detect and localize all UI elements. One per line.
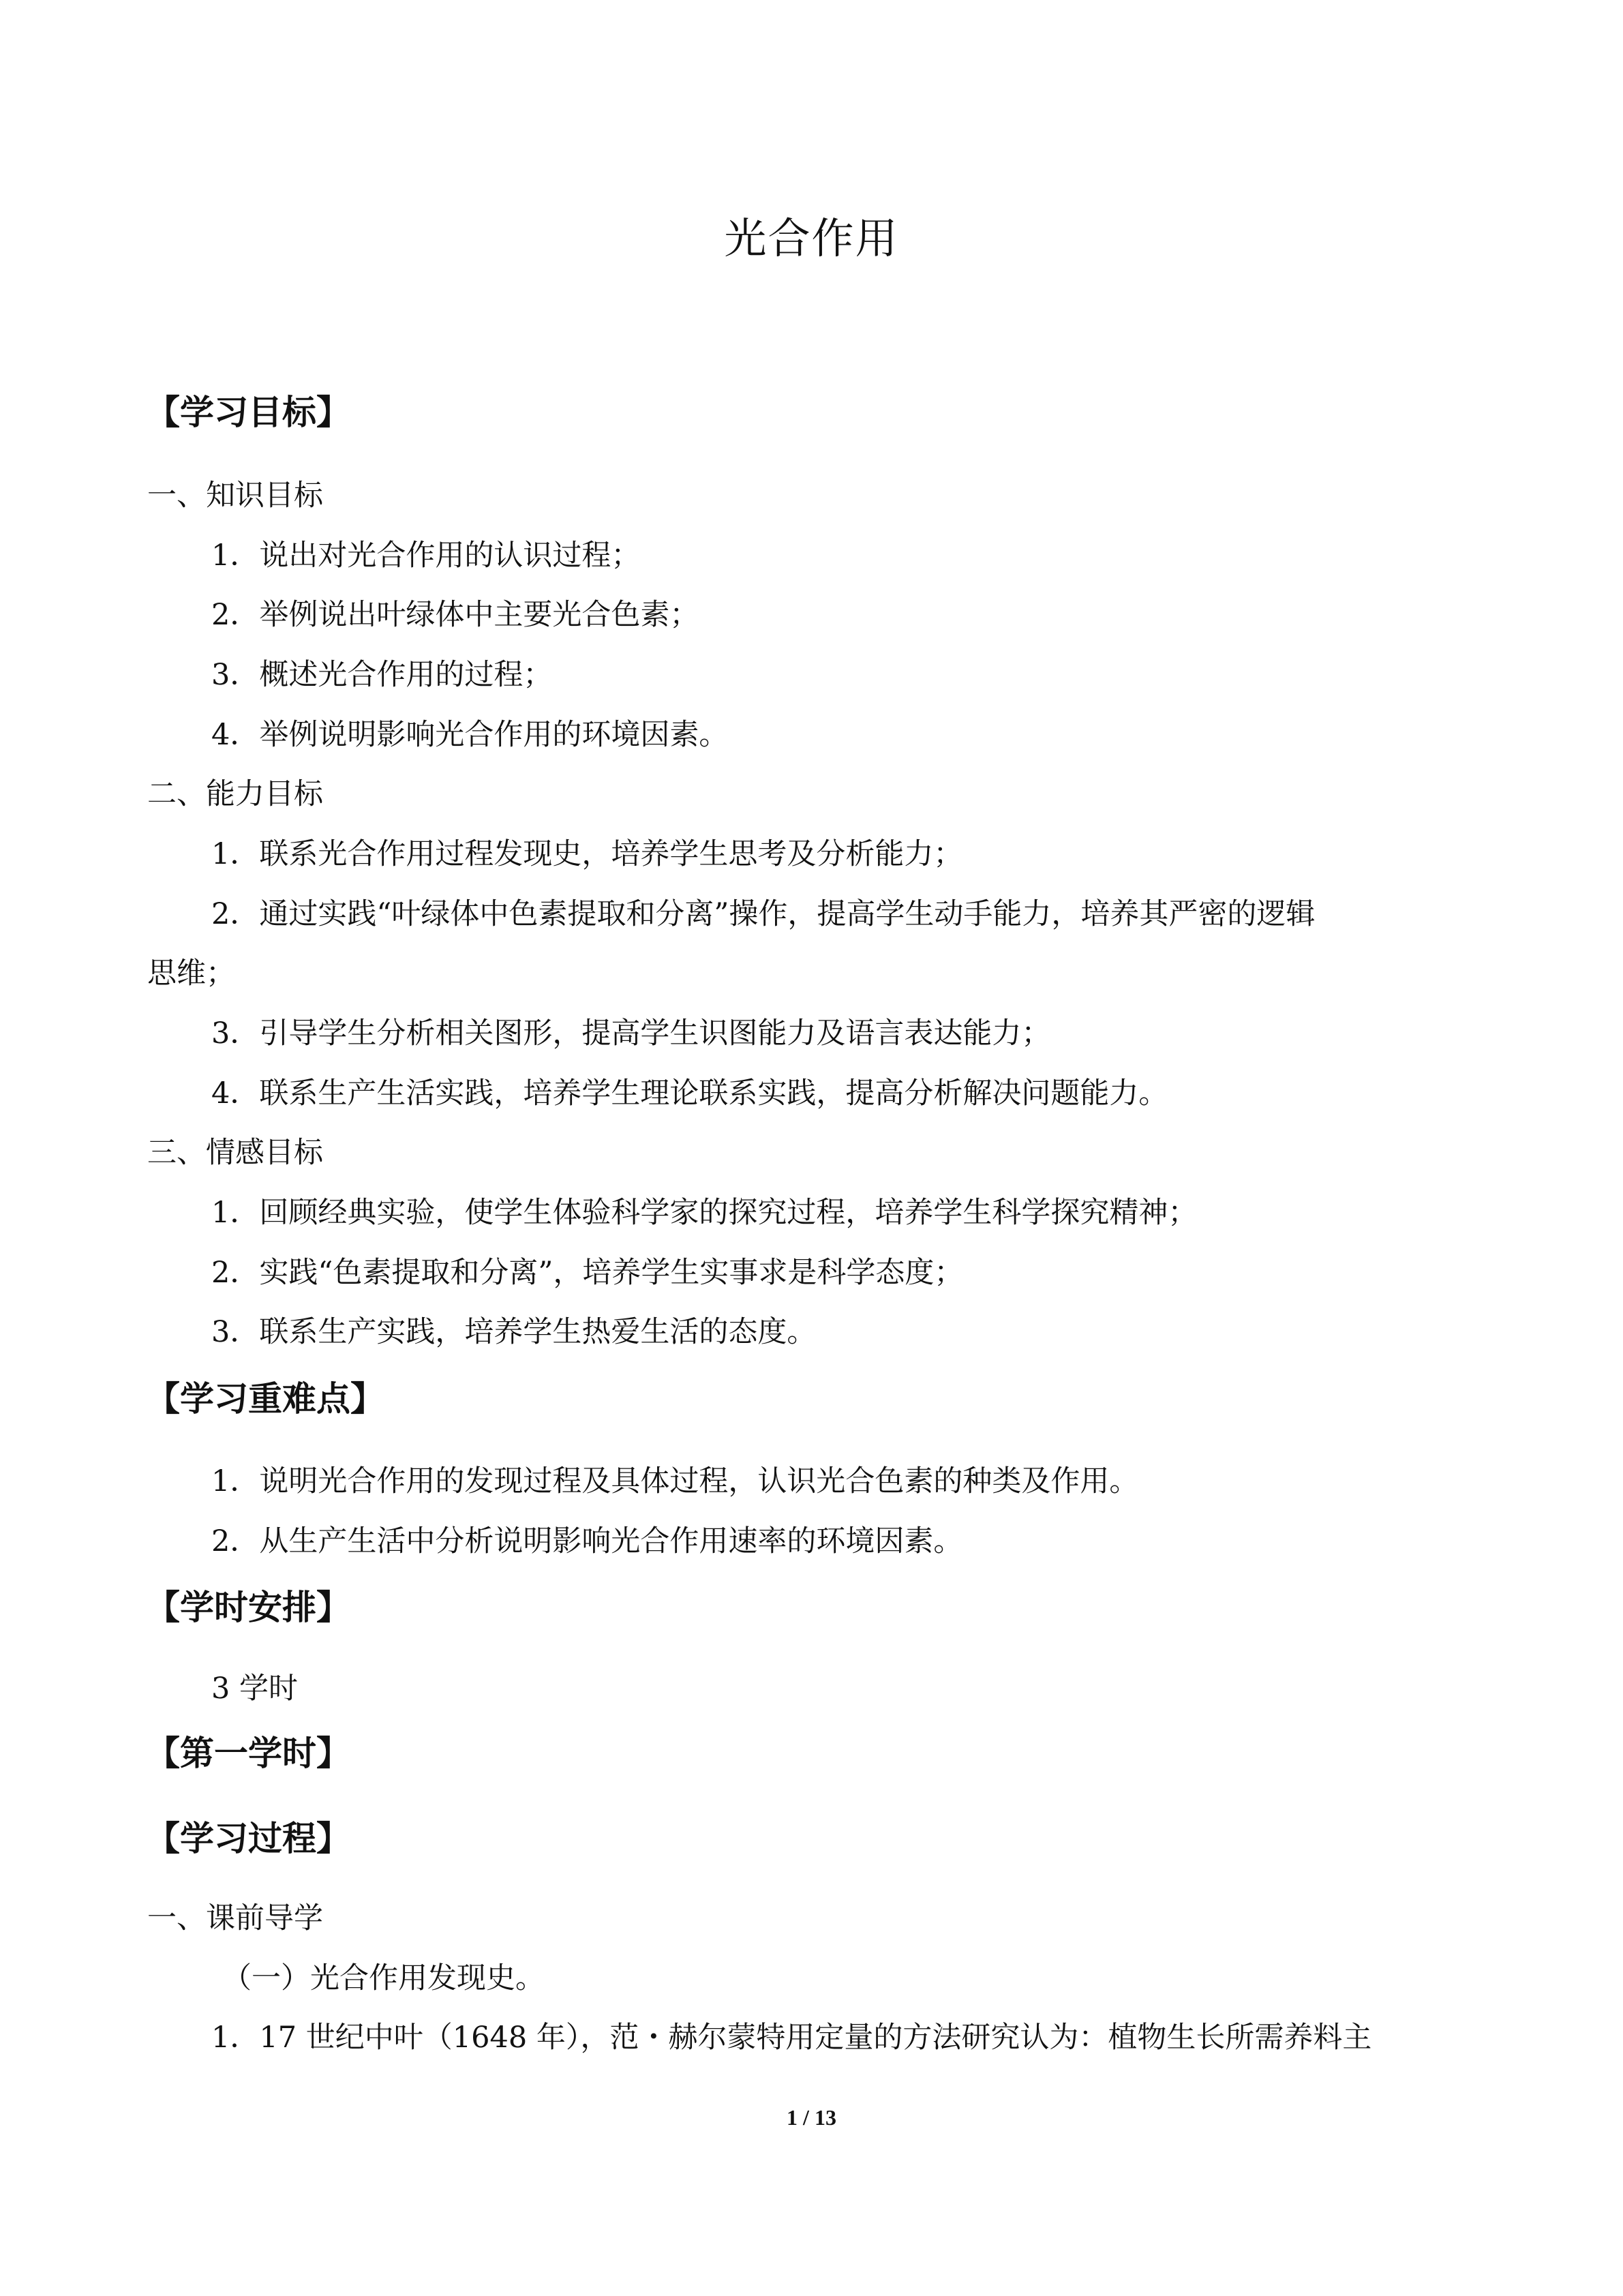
page-title: 光合作用 bbox=[724, 213, 899, 263]
schedule-heading: 【学时安排】 bbox=[146, 1588, 350, 1627]
emotion-item-2: 2．实践“色素提取和分离”，培养学生实事求是科学态度； bbox=[211, 1256, 964, 1290]
process-item-2: 1．17 世纪中叶（1648 年），范・赫尔蒙特用定量的方法研究认为：植物生长所需养料主 bbox=[211, 2021, 1372, 2055]
emotion-heading: 三、情感目标 bbox=[147, 1136, 323, 1170]
key-points-heading: 【学习重难点】 bbox=[146, 1379, 384, 1419]
process-item-1: （一）光合作用发现史。 bbox=[222, 1961, 545, 1995]
ability-item-4: 4．联系生产生活实践，培养学生理论联系实践，提高分析解决问题能力。 bbox=[211, 1076, 1168, 1111]
objectives-heading: 【学习目标】 bbox=[146, 393, 350, 432]
knowledge-item-2: 2．举例说出叶绿体中主要光合色素； bbox=[211, 598, 699, 632]
page-number: 1 / 13 bbox=[787, 2105, 836, 2130]
emotion-item-1: 1．回顾经典实验，使学生体验科学家的探究过程，培养学生科学探究精神； bbox=[211, 1196, 1198, 1230]
knowledge-heading: 一、知识目标 bbox=[147, 479, 323, 513]
emotion-item-3: 3．联系生产实践，培养学生热爱生活的态度。 bbox=[211, 1315, 817, 1349]
knowledge-item-4: 4．举例说明影响光合作用的环境因素。 bbox=[211, 718, 729, 752]
key-point-2: 2．从生产生活中分析说明影响光合作用速率的环境因素。 bbox=[211, 1524, 963, 1558]
ability-item-2: 2．通过实践“叶绿体中色素提取和分离”操作，提高学生动手能力，培养其严密的逻辑 bbox=[211, 897, 1316, 931]
knowledge-item-3: 3．概述光合作用的过程； bbox=[211, 658, 553, 692]
schedule-text: 3 学时 bbox=[211, 1672, 299, 1706]
key-point-1: 1．说明光合作用的发现过程及具体过程，认识光合色素的种类及作用。 bbox=[211, 1464, 1139, 1498]
knowledge-item-1: 1．说出对光合作用的认识过程； bbox=[211, 539, 641, 573]
process-heading: 【学习过程】 bbox=[146, 1819, 350, 1858]
ability-item-3: 3．引导学生分析相关图形，提高学生识图能力及语言表达能力； bbox=[211, 1016, 1051, 1051]
ability-item-2-cont: 思维； bbox=[147, 956, 235, 991]
process-sub-heading: 一、课前导学 bbox=[147, 1901, 323, 1935]
ability-item-1: 1．联系光合作用过程发现史，培养学生思考及分析能力； bbox=[211, 837, 963, 871]
ability-heading: 二、能力目标 bbox=[147, 777, 323, 811]
first-period-heading: 【第一学时】 bbox=[146, 1734, 350, 1773]
